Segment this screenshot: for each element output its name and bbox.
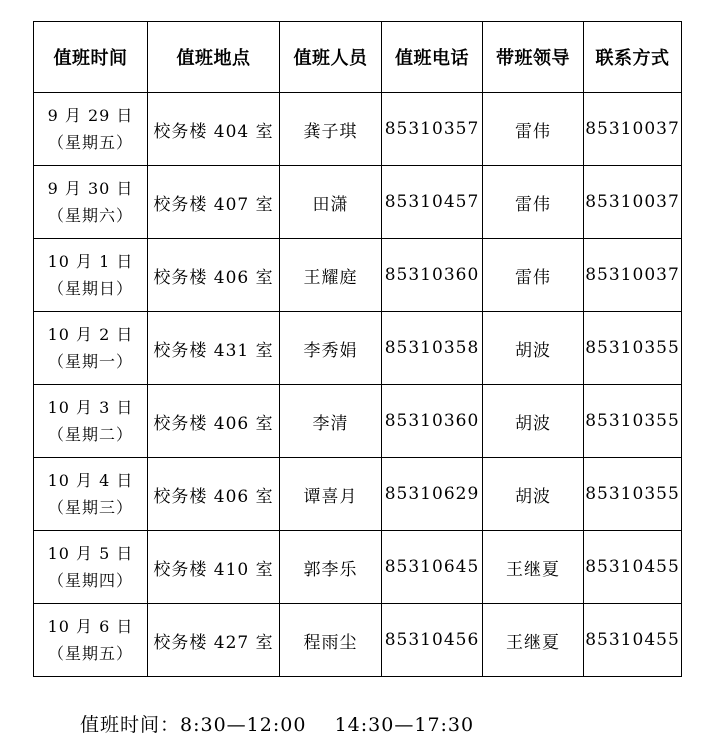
weekday-text: （星期六） [47,206,133,225]
duty-hours-note [80,710,474,737]
contact-cell: 85310037 [584,239,682,312]
date-cell [34,385,148,458]
location-cell: 校务楼 410 室 [148,531,280,604]
person-cell: 李清 [280,385,382,458]
contact-cell: 85310455 [584,531,682,604]
leader-cell: 雷伟 [483,239,584,312]
location-cell: 校务楼 406 室 [148,458,280,531]
contact-cell: 85310355 [584,312,682,385]
phone-cell: 85310645 [382,531,483,604]
duty-schedule-table [33,21,682,677]
leader-cell: 王继夏 [483,531,584,604]
contact-cell: 85310455 [584,604,682,677]
weekday-text: （星期一） [47,352,133,371]
date-cell [34,312,148,385]
table-row [34,93,682,166]
contact-cell: 85310037 [584,93,682,166]
header-contact: 联系方式 [584,22,682,93]
date-text: 10 月 5 日 [47,544,134,563]
table-row [34,531,682,604]
phone-cell: 85310360 [382,385,483,458]
date-cell [34,166,148,239]
location-cell: 校务楼 431 室 [148,312,280,385]
phone-cell: 85310629 [382,458,483,531]
leader-cell: 胡波 [483,385,584,458]
phone-cell: 85310456 [382,604,483,677]
location-cell: 校务楼 427 室 [148,604,280,677]
person-cell: 程雨尘 [280,604,382,677]
location-cell: 校务楼 406 室 [148,385,280,458]
date-text: 10 月 6 日 [47,617,134,636]
weekday-text: （星期日） [47,279,133,298]
leader-cell: 胡波 [483,312,584,385]
location-cell: 校务楼 406 室 [148,239,280,312]
date-text: 10 月 2 日 [47,325,134,344]
leader-cell: 雷伟 [483,166,584,239]
phone-cell: 85310360 [382,239,483,312]
contact-cell: 85310355 [584,458,682,531]
table-row [34,166,682,239]
weekday-text: （星期五） [47,644,133,663]
leader-cell: 雷伟 [483,93,584,166]
phone-cell: 85310357 [382,93,483,166]
date-text: 10 月 1 日 [47,252,134,271]
duty-hours-label: 值班时间： [80,714,181,736]
weekday-text: （星期二） [47,425,133,444]
header-leader: 带班领导 [483,22,584,93]
weekday-text: （星期三） [47,498,133,517]
leader-cell: 胡波 [483,458,584,531]
person-cell: 王耀庭 [280,239,382,312]
table-row [34,604,682,677]
table-header-row [34,22,682,93]
person-cell: 龚子琪 [280,93,382,166]
weekday-text: （星期五） [47,133,133,152]
date-cell [34,604,148,677]
person-cell: 谭喜月 [280,458,382,531]
leader-cell: 王继夏 [483,604,584,677]
date-cell [34,458,148,531]
table-row [34,458,682,531]
header-duty-time: 值班时间 [34,22,148,93]
table-row [34,312,682,385]
date-cell [34,531,148,604]
person-cell: 李秀娟 [280,312,382,385]
person-cell: 郭李乐 [280,531,382,604]
phone-cell: 85310358 [382,312,483,385]
table-row [34,385,682,458]
date-text: 9 月 29 日 [47,106,134,125]
date-cell [34,93,148,166]
header-duty-phone: 值班电话 [382,22,483,93]
weekday-text: （星期四） [47,571,133,590]
date-text: 9 月 30 日 [47,179,134,198]
header-duty-location: 值班地点 [148,22,280,93]
contact-cell: 85310355 [584,385,682,458]
location-cell: 校务楼 407 室 [148,166,280,239]
duty-hours-value: 8:30—12:00 14:30—17:30 [180,714,475,736]
person-cell: 田潇 [280,166,382,239]
date-text: 10 月 4 日 [47,471,134,490]
contact-cell: 85310037 [584,166,682,239]
header-duty-person: 值班人员 [280,22,382,93]
phone-cell: 85310457 [382,166,483,239]
location-cell: 校务楼 404 室 [148,93,280,166]
date-text: 10 月 3 日 [47,398,134,417]
date-cell [34,239,148,312]
table-row [34,239,682,312]
